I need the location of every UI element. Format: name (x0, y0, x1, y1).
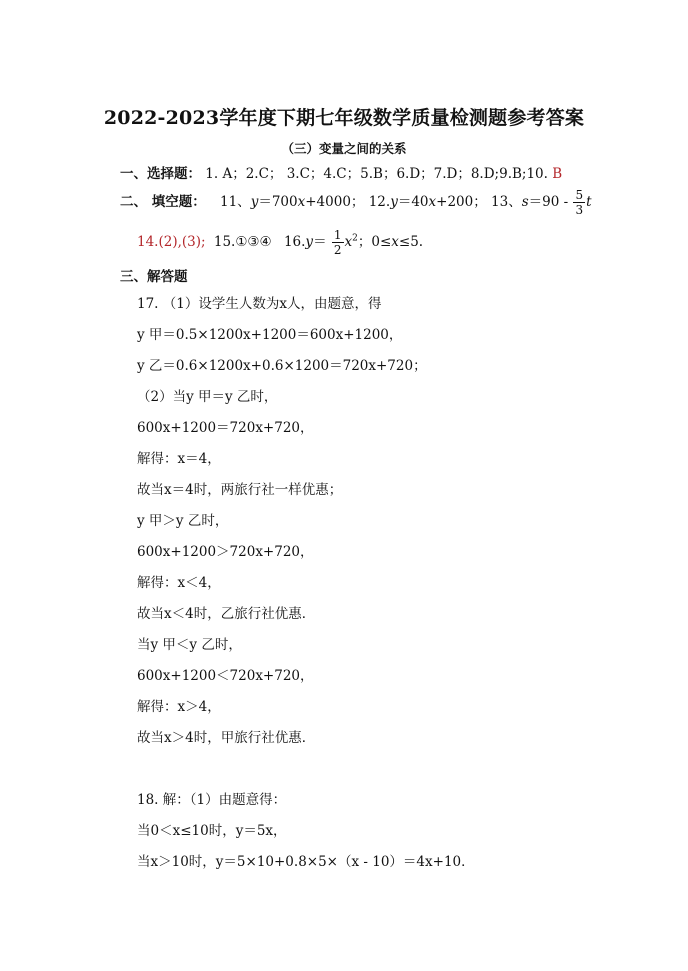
q18-line-2: 当0＜x≤10时，y＝5x， (137, 823, 287, 839)
q17-line-7: 故当x＝4时，两旅行社一样优惠； (137, 482, 343, 498)
answer-11: 11、y＝700x+4000； (220, 194, 365, 210)
q18-line-1: 18. 解：（1）由题意得： (137, 792, 287, 808)
answer-14: 14.(2),(3); (137, 234, 206, 250)
q17-line-5: 600x+1200＝720x+720， (137, 420, 314, 436)
page-subtitle: （三）变量之间的关系 (281, 141, 407, 156)
answer-16: 16.y＝ $\frac{1}{2}$ $x^2$；0≤x≤5. (283, 228, 424, 257)
choice-answers: 1. A；2.C； 3.C；4.C；5.B；6.D；7.D；8.D;9.B;10. (205, 166, 548, 182)
answer-12: 12.y＝40x+200； (368, 194, 487, 210)
q17-line-14: 解得：x＞4， (137, 699, 221, 715)
q17-line-13: 600x+1200＜720x+720， (137, 668, 314, 684)
q17-line-12: 当y 甲＜y 乙时， (137, 637, 242, 653)
q17-line-8: y 甲＞y 乙时， (137, 513, 229, 529)
q17-line-9: 600x+1200＞720x+720， (137, 544, 314, 560)
fraction-5-3: $\frac{5}{3}$ (575, 188, 584, 217)
q17-line-3: y 乙＝0.6×1200x+0.6×1200＝720x+720； (137, 358, 427, 374)
q17-line-1: 17. （1）设学生人数为x人，由题意，得 (137, 296, 382, 312)
q17-line-10: 解得：x＜4， (137, 575, 221, 591)
section-solve-heading: 三、解答题 (120, 269, 188, 285)
section-choice (120, 162, 562, 182)
section-fill (120, 188, 592, 217)
q17-line-6: 解得：x＝4， (137, 451, 221, 467)
fraction-1-2: $\frac{1}{2}$ (333, 228, 342, 257)
answer-15: 15.①③④ (213, 234, 272, 250)
q17-line-4: （2）当y 甲＝y 乙时， (137, 389, 278, 405)
q18-line-3: 当x＞10时，y＝5×10+0.8×5×（x - 10）＝4x+10． (137, 854, 475, 870)
answer-13: 13、s＝90 - $\frac{5}{3}$ t (491, 188, 592, 217)
q17-line-11: 故当x＜4时，乙旅行社优惠． (137, 606, 316, 622)
page-title: 2022-2023学年度下期七年级数学质量检测题参考答案 (103, 107, 585, 129)
section-choice-heading: 一、选择题： (120, 166, 201, 182)
choice-answer-10: B (552, 166, 563, 182)
q17-line-15: 故当x＞4时，甲旅行社优惠． (137, 730, 316, 746)
fill-line-2 (137, 228, 423, 257)
q17-line-2: y 甲＝0.5×1200x+1200＝600x+1200， (137, 327, 403, 343)
section-fill-heading: 二、 填空题： (120, 194, 206, 210)
